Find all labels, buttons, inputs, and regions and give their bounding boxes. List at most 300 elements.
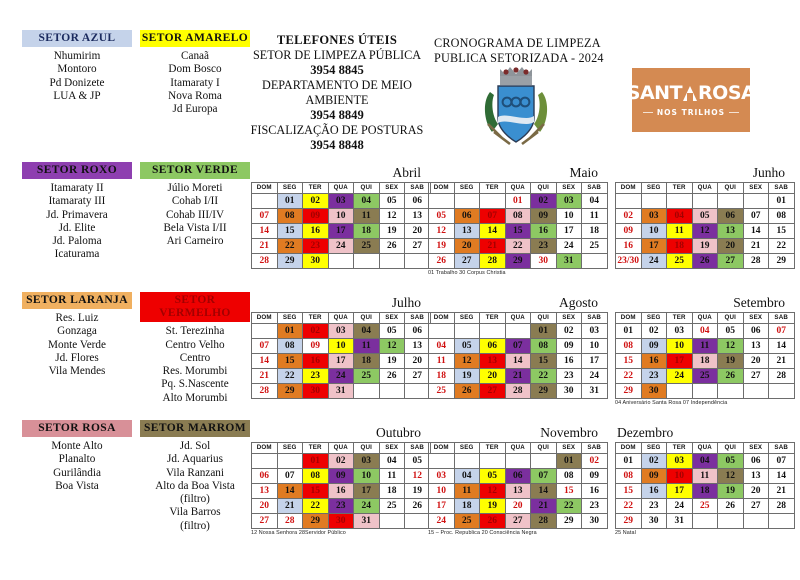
calendar-day-cell[interactable]: 05 xyxy=(379,323,405,338)
calendar-day-cell[interactable]: 23 xyxy=(303,238,329,253)
calendar-day-cell[interactable]: 13 xyxy=(252,483,278,498)
calendar-day-cell[interactable]: 02 xyxy=(556,323,582,338)
calendar-day-cell[interactable]: 01 xyxy=(616,323,642,338)
calendar-day-cell[interactable]: 29 xyxy=(505,253,531,268)
calendar-day-cell[interactable]: 31 xyxy=(582,383,608,398)
calendar-day-cell[interactable]: 20 xyxy=(454,238,480,253)
calendar-day-cell[interactable]: 01 xyxy=(531,323,557,338)
calendar-day-cell[interactable] xyxy=(405,253,431,268)
calendar-day-cell[interactable] xyxy=(328,253,354,268)
calendar-day-cell[interactable]: 04 xyxy=(379,453,405,468)
calendar-day-cell[interactable]: 21 xyxy=(252,368,278,383)
calendar-day-cell[interactable]: 15 xyxy=(277,223,303,238)
calendar-day-cell[interactable]: 02 xyxy=(641,453,667,468)
calendar-day-cell[interactable]: 10 xyxy=(354,468,380,483)
calendar-day-cell[interactable]: 18 xyxy=(354,353,380,368)
calendar-day-cell[interactable]: 03 xyxy=(429,468,455,483)
calendar-day-cell[interactable]: 16 xyxy=(641,353,667,368)
calendar-day-cell[interactable]: 14 xyxy=(531,483,557,498)
calendar-day-cell[interactable]: 13 xyxy=(454,223,480,238)
calendar-day-cell[interactable]: 15 xyxy=(277,353,303,368)
calendar-day-cell[interactable]: 08 xyxy=(769,208,795,223)
calendar-day-cell[interactable]: 05 xyxy=(480,468,506,483)
calendar-day-cell[interactable]: 20 xyxy=(743,483,769,498)
calendar-day-cell[interactable]: 01 xyxy=(769,193,795,208)
calendar-day-cell[interactable]: 17 xyxy=(328,353,354,368)
calendar-day-cell[interactable]: 17 xyxy=(667,353,693,368)
calendar-day-cell[interactable]: 10 xyxy=(667,338,693,353)
calendar-day-cell[interactable]: 24 xyxy=(354,498,380,513)
calendar-day-cell[interactable] xyxy=(505,323,531,338)
calendar-day-cell[interactable] xyxy=(454,193,480,208)
calendar-day-cell[interactable] xyxy=(252,193,278,208)
calendar-day-cell[interactable]: 07 xyxy=(480,208,506,223)
calendar-day-cell[interactable]: 23 xyxy=(641,498,667,513)
calendar-day-cell[interactable]: 28 xyxy=(505,383,531,398)
calendar-day-cell[interactable]: 21 xyxy=(277,498,303,513)
calendar-day-cell[interactable]: 24 xyxy=(667,498,693,513)
calendar-day-cell[interactable]: 03 xyxy=(667,323,693,338)
calendar-day-cell[interactable]: 28 xyxy=(252,383,278,398)
calendar-day-cell[interactable]: 10 xyxy=(556,208,582,223)
calendar-day-cell[interactable]: 28 xyxy=(277,513,303,528)
calendar-day-cell[interactable]: 16 xyxy=(328,483,354,498)
calendar-day-cell[interactable]: 25 xyxy=(692,498,718,513)
calendar-day-cell[interactable]: 13 xyxy=(718,223,744,238)
calendar-day-cell[interactable] xyxy=(354,253,380,268)
calendar-day-cell[interactable]: 26 xyxy=(480,513,506,528)
calendar-day-cell[interactable]: 07 xyxy=(252,338,278,353)
calendar-day-cell[interactable]: 26 xyxy=(379,238,405,253)
calendar-day-cell[interactable]: 03 xyxy=(328,193,354,208)
calendar-day-cell[interactable]: 17 xyxy=(328,223,354,238)
calendar-day-cell[interactable]: 18 xyxy=(454,498,480,513)
calendar-day-cell[interactable]: 19 xyxy=(718,353,744,368)
calendar-day-cell[interactable]: 02 xyxy=(582,453,608,468)
calendar-day-cell[interactable]: 24 xyxy=(667,368,693,383)
calendar-day-cell[interactable]: 02 xyxy=(531,193,557,208)
calendar-day-cell[interactable]: 18 xyxy=(667,238,693,253)
calendar-day-cell[interactable]: 14 xyxy=(743,223,769,238)
calendar-day-cell[interactable] xyxy=(252,323,278,338)
calendar-day-cell[interactable]: 05 xyxy=(429,208,455,223)
calendar-day-cell[interactable]: 30 xyxy=(556,383,582,398)
calendar-day-cell[interactable]: 09 xyxy=(582,468,608,483)
calendar-day-cell[interactable]: 18 xyxy=(692,483,718,498)
calendar-day-cell[interactable]: 09 xyxy=(641,338,667,353)
calendar-day-cell[interactable]: 12 xyxy=(718,468,744,483)
calendar-day-cell[interactable]: 16 xyxy=(303,223,329,238)
calendar-day-cell[interactable]: 07 xyxy=(531,468,557,483)
calendar-day-cell[interactable] xyxy=(667,383,693,398)
calendar-day-cell[interactable]: 14 xyxy=(480,223,506,238)
calendar-day-cell[interactable]: 13 xyxy=(505,483,531,498)
calendar-day-cell[interactable]: 11 xyxy=(667,223,693,238)
calendar-day-cell[interactable]: 30 xyxy=(531,253,557,268)
calendar-day-cell[interactable]: 12 xyxy=(405,468,431,483)
calendar-day-cell[interactable]: 23/30 xyxy=(616,253,642,268)
calendar-day-cell[interactable]: 29 xyxy=(277,253,303,268)
calendar-day-cell[interactable]: 03 xyxy=(582,323,608,338)
calendar-day-cell[interactable] xyxy=(692,383,718,398)
calendar-day-cell[interactable]: 30 xyxy=(303,253,329,268)
calendar-day-cell[interactable]: 02 xyxy=(303,323,329,338)
calendar-day-cell[interactable]: 26 xyxy=(429,253,455,268)
calendar-day-cell[interactable] xyxy=(379,253,405,268)
calendar-day-cell[interactable]: 14 xyxy=(252,223,278,238)
calendar-day-cell[interactable] xyxy=(379,513,405,528)
calendar-day-cell[interactable]: 16 xyxy=(531,223,557,238)
calendar-day-cell[interactable] xyxy=(531,453,557,468)
calendar-day-cell[interactable]: 28 xyxy=(252,253,278,268)
calendar-day-cell[interactable]: 19 xyxy=(405,483,431,498)
calendar-day-cell[interactable]: 28 xyxy=(769,368,795,383)
calendar-day-cell[interactable]: 21 xyxy=(769,483,795,498)
calendar-day-cell[interactable]: 05 xyxy=(718,323,744,338)
calendar-day-cell[interactable]: 23 xyxy=(328,498,354,513)
calendar-day-cell[interactable]: 28 xyxy=(743,253,769,268)
calendar-day-cell[interactable]: 06 xyxy=(480,338,506,353)
calendar-day-cell[interactable]: 26 xyxy=(379,368,405,383)
calendar-day-cell[interactable]: 23 xyxy=(641,368,667,383)
calendar-day-cell[interactable]: 16 xyxy=(303,353,329,368)
calendar-day-cell[interactable]: 25 xyxy=(667,253,693,268)
calendar-day-cell[interactable]: 22 xyxy=(616,498,642,513)
calendar-day-cell[interactable]: 26 xyxy=(405,498,431,513)
calendar-day-cell[interactable]: 26 xyxy=(454,383,480,398)
calendar-day-cell[interactable]: 07 xyxy=(505,338,531,353)
calendar-day-cell[interactable]: 26 xyxy=(692,253,718,268)
calendar-day-cell[interactable]: 21 xyxy=(531,498,557,513)
calendar-day-cell[interactable]: 12 xyxy=(379,208,405,223)
calendar-day-cell[interactable]: 18 xyxy=(354,223,380,238)
calendar-day-cell[interactable]: 14 xyxy=(252,353,278,368)
calendar-day-cell[interactable]: 15 xyxy=(616,353,642,368)
calendar-day-cell[interactable]: 25 xyxy=(354,238,380,253)
calendar-day-cell[interactable]: 19 xyxy=(429,238,455,253)
calendar-day-cell[interactable] xyxy=(480,453,506,468)
calendar-day-cell[interactable]: 27 xyxy=(405,238,431,253)
calendar-day-cell[interactable]: 24 xyxy=(556,238,582,253)
calendar-day-cell[interactable]: 04 xyxy=(692,453,718,468)
calendar-day-cell[interactable]: 09 xyxy=(531,208,557,223)
calendar-day-cell[interactable]: 09 xyxy=(303,338,329,353)
calendar-day-cell[interactable]: 22 xyxy=(556,498,582,513)
calendar-day-cell[interactable] xyxy=(769,383,795,398)
calendar-day-cell[interactable]: 18 xyxy=(692,353,718,368)
calendar-day-cell[interactable]: 05 xyxy=(454,338,480,353)
calendar-day-cell[interactable]: 19 xyxy=(480,498,506,513)
calendar-day-cell[interactable]: 01 xyxy=(277,323,303,338)
calendar-day-cell[interactable]: 22 xyxy=(303,498,329,513)
calendar-day-cell[interactable]: 30 xyxy=(641,383,667,398)
calendar-day-cell[interactable]: 15 xyxy=(303,483,329,498)
calendar-day-cell[interactable]: 24 xyxy=(328,368,354,383)
calendar-day-cell[interactable]: 20 xyxy=(718,238,744,253)
calendar-day-cell[interactable]: 04 xyxy=(667,208,693,223)
calendar-day-cell[interactable]: 04 xyxy=(582,193,608,208)
calendar-day-cell[interactable]: 20 xyxy=(405,223,431,238)
calendar-day-cell[interactable]: 16 xyxy=(616,238,642,253)
calendar-day-cell[interactable]: 03 xyxy=(328,323,354,338)
calendar-day-cell[interactable]: 27 xyxy=(743,368,769,383)
calendar-day-cell[interactable]: 24 xyxy=(429,513,455,528)
calendar-day-cell[interactable]: 17 xyxy=(641,238,667,253)
calendar-day-cell[interactable]: 12 xyxy=(454,353,480,368)
calendar-day-cell[interactable]: 09 xyxy=(556,338,582,353)
calendar-day-cell[interactable]: 10 xyxy=(641,223,667,238)
calendar-day-cell[interactable] xyxy=(743,193,769,208)
calendar-day-cell[interactable]: 16 xyxy=(641,483,667,498)
calendar-day-cell[interactable]: 02 xyxy=(641,323,667,338)
calendar-day-cell[interactable]: 09 xyxy=(328,468,354,483)
calendar-day-cell[interactable]: 09 xyxy=(616,223,642,238)
calendar-day-cell[interactable]: 15 xyxy=(556,483,582,498)
calendar-day-cell[interactable]: 11 xyxy=(692,468,718,483)
calendar-day-cell[interactable]: 13 xyxy=(480,353,506,368)
calendar-day-cell[interactable]: 11 xyxy=(692,338,718,353)
calendar-day-cell[interactable]: 10 xyxy=(429,483,455,498)
calendar-day-cell[interactable]: 07 xyxy=(252,208,278,223)
calendar-day-cell[interactable]: 13 xyxy=(743,468,769,483)
calendar-day-cell[interactable]: 07 xyxy=(769,323,795,338)
calendar-day-cell[interactable]: 17 xyxy=(667,483,693,498)
calendar-day-cell[interactable]: 29 xyxy=(531,383,557,398)
calendar-day-cell[interactable]: 04 xyxy=(429,338,455,353)
calendar-day-cell[interactable]: 25 xyxy=(692,368,718,383)
calendar-day-cell[interactable]: 06 xyxy=(743,453,769,468)
calendar-day-cell[interactable] xyxy=(405,513,431,528)
calendar-day-cell[interactable]: 22 xyxy=(616,368,642,383)
calendar-day-cell[interactable]: 22 xyxy=(277,238,303,253)
calendar-day-cell[interactable] xyxy=(454,323,480,338)
calendar-day-cell[interactable]: 30 xyxy=(303,383,329,398)
calendar-day-cell[interactable]: 20 xyxy=(743,353,769,368)
calendar-day-cell[interactable]: 29 xyxy=(303,513,329,528)
calendar-day-cell[interactable]: 30 xyxy=(328,513,354,528)
calendar-day-cell[interactable]: 17 xyxy=(556,223,582,238)
calendar-day-cell[interactable] xyxy=(641,193,667,208)
calendar-day-cell[interactable]: 31 xyxy=(354,513,380,528)
calendar-day-cell[interactable] xyxy=(480,193,506,208)
calendar-day-cell[interactable] xyxy=(354,383,380,398)
calendar-day-cell[interactable]: 01 xyxy=(556,453,582,468)
calendar-day-cell[interactable]: 23 xyxy=(582,498,608,513)
calendar-day-cell[interactable] xyxy=(692,513,718,528)
calendar-day-cell[interactable]: 19 xyxy=(718,483,744,498)
calendar-day-cell[interactable]: 28 xyxy=(480,253,506,268)
calendar-day-cell[interactable]: 06 xyxy=(743,323,769,338)
calendar-day-cell[interactable]: 21 xyxy=(480,238,506,253)
calendar-day-cell[interactable]: 12 xyxy=(480,483,506,498)
calendar-day-cell[interactable]: 22 xyxy=(769,238,795,253)
calendar-day-cell[interactable]: 16 xyxy=(582,483,608,498)
calendar-day-cell[interactable]: 18 xyxy=(379,483,405,498)
calendar-day-cell[interactable]: 22 xyxy=(505,238,531,253)
calendar-day-cell[interactable]: 29 xyxy=(556,513,582,528)
calendar-day-cell[interactable]: 07 xyxy=(277,468,303,483)
calendar-day-cell[interactable]: 10 xyxy=(582,338,608,353)
calendar-day-cell[interactable] xyxy=(505,453,531,468)
calendar-day-cell[interactable]: 03 xyxy=(556,193,582,208)
calendar-day-cell[interactable]: 20 xyxy=(480,368,506,383)
calendar-day-cell[interactable]: 06 xyxy=(454,208,480,223)
calendar-day-cell[interactable]: 07 xyxy=(743,208,769,223)
calendar-day-cell[interactable]: 21 xyxy=(769,353,795,368)
calendar-day-cell[interactable]: 04 xyxy=(354,323,380,338)
calendar-day-cell[interactable]: 11 xyxy=(379,468,405,483)
calendar-day-cell[interactable]: 01 xyxy=(616,453,642,468)
calendar-day-cell[interactable] xyxy=(379,383,405,398)
calendar-day-cell[interactable]: 15 xyxy=(505,223,531,238)
calendar-day-cell[interactable]: 04 xyxy=(354,193,380,208)
calendar-day-cell[interactable]: 20 xyxy=(505,498,531,513)
calendar-day-cell[interactable]: 13 xyxy=(405,208,431,223)
calendar-day-cell[interactable] xyxy=(454,453,480,468)
calendar-day-cell[interactable] xyxy=(718,193,744,208)
calendar-day-cell[interactable]: 08 xyxy=(556,468,582,483)
calendar-day-cell[interactable]: 17 xyxy=(354,483,380,498)
calendar-day-cell[interactable] xyxy=(718,383,744,398)
calendar-day-cell[interactable]: 05 xyxy=(405,453,431,468)
calendar-day-cell[interactable]: 08 xyxy=(616,468,642,483)
calendar-day-cell[interactable]: 25 xyxy=(454,513,480,528)
calendar-day-cell[interactable]: 11 xyxy=(429,353,455,368)
calendar-day-cell[interactable]: 03 xyxy=(641,208,667,223)
calendar-day-cell[interactable]: 20 xyxy=(252,498,278,513)
calendar-day-cell[interactable]: 01 xyxy=(303,453,329,468)
calendar-day-cell[interactable]: 12 xyxy=(718,338,744,353)
calendar-day-cell[interactable]: 10 xyxy=(328,208,354,223)
calendar-day-cell[interactable]: 14 xyxy=(769,468,795,483)
calendar-day-cell[interactable]: 27 xyxy=(743,498,769,513)
calendar-day-cell[interactable]: 08 xyxy=(277,208,303,223)
calendar-day-cell[interactable]: 06 xyxy=(718,208,744,223)
calendar-day-cell[interactable]: 28 xyxy=(769,498,795,513)
calendar-day-cell[interactable]: 14 xyxy=(277,483,303,498)
calendar-day-cell[interactable]: 06 xyxy=(505,468,531,483)
calendar-day-cell[interactable]: 26 xyxy=(718,498,744,513)
calendar-day-cell[interactable]: 14 xyxy=(769,338,795,353)
calendar-day-cell[interactable]: 27 xyxy=(718,253,744,268)
calendar-day-cell[interactable]: 19 xyxy=(379,223,405,238)
calendar-day-cell[interactable]: 13 xyxy=(405,338,431,353)
calendar-day-cell[interactable] xyxy=(429,323,455,338)
calendar-day-cell[interactable] xyxy=(692,193,718,208)
calendar-day-cell[interactable]: 05 xyxy=(718,453,744,468)
calendar-day-cell[interactable]: 18 xyxy=(582,223,608,238)
calendar-day-cell[interactable]: 31 xyxy=(556,253,582,268)
calendar-day-cell[interactable]: 21 xyxy=(252,238,278,253)
calendar-day-cell[interactable]: 27 xyxy=(454,253,480,268)
calendar-day-cell[interactable] xyxy=(252,453,278,468)
calendar-day-cell[interactable]: 20 xyxy=(405,353,431,368)
calendar-day-cell[interactable] xyxy=(743,513,769,528)
calendar-day-cell[interactable]: 23 xyxy=(556,368,582,383)
calendar-day-cell[interactable]: 10 xyxy=(328,338,354,353)
calendar-day-cell[interactable]: 29 xyxy=(616,513,642,528)
calendar-day-cell[interactable]: 24 xyxy=(641,253,667,268)
calendar-day-cell[interactable]: 07 xyxy=(769,453,795,468)
calendar-day-cell[interactable]: 30 xyxy=(582,513,608,528)
calendar-day-cell[interactable]: 24 xyxy=(582,368,608,383)
calendar-day-cell[interactable]: 11 xyxy=(454,483,480,498)
calendar-day-cell[interactable] xyxy=(769,513,795,528)
calendar-day-cell[interactable] xyxy=(429,453,455,468)
calendar-day-cell[interactable]: 12 xyxy=(692,223,718,238)
calendar-day-cell[interactable]: 17 xyxy=(582,353,608,368)
calendar-day-cell[interactable] xyxy=(429,193,455,208)
calendar-day-cell[interactable] xyxy=(277,453,303,468)
calendar-day-cell[interactable]: 12 xyxy=(379,338,405,353)
calendar-day-cell[interactable]: 27 xyxy=(405,368,431,383)
calendar-day-cell[interactable]: 05 xyxy=(692,208,718,223)
calendar-day-cell[interactable]: 11 xyxy=(354,338,380,353)
calendar-day-cell[interactable]: 27 xyxy=(252,513,278,528)
calendar-day-cell[interactable]: 31 xyxy=(328,383,354,398)
calendar-day-cell[interactable]: 09 xyxy=(303,208,329,223)
calendar-day-cell[interactable] xyxy=(480,323,506,338)
calendar-day-cell[interactable]: 27 xyxy=(505,513,531,528)
calendar-day-cell[interactable]: 30 xyxy=(641,513,667,528)
calendar-day-cell[interactable]: 02 xyxy=(328,453,354,468)
calendar-day-cell[interactable]: 11 xyxy=(582,208,608,223)
calendar-day-cell[interactable]: 19 xyxy=(454,368,480,383)
calendar-day-cell[interactable]: 04 xyxy=(692,323,718,338)
calendar-day-cell[interactable]: 16 xyxy=(556,353,582,368)
calendar-day-cell[interactable]: 18 xyxy=(429,368,455,383)
calendar-day-cell[interactable]: 17 xyxy=(429,498,455,513)
calendar-day-cell[interactable]: 08 xyxy=(277,338,303,353)
calendar-day-cell[interactable]: 15 xyxy=(531,353,557,368)
calendar-day-cell[interactable]: 31 xyxy=(667,513,693,528)
calendar-day-cell[interactable]: 01 xyxy=(505,193,531,208)
calendar-day-cell[interactable] xyxy=(743,383,769,398)
calendar-day-cell[interactable]: 24 xyxy=(328,238,354,253)
calendar-day-cell[interactable]: 05 xyxy=(379,193,405,208)
calendar-day-cell[interactable]: 08 xyxy=(616,338,642,353)
calendar-day-cell[interactable]: 08 xyxy=(505,208,531,223)
calendar-day-cell[interactable] xyxy=(582,253,608,268)
calendar-day-cell[interactable]: 19 xyxy=(379,353,405,368)
calendar-day-cell[interactable]: 06 xyxy=(405,323,431,338)
calendar-day-cell[interactable]: 29 xyxy=(277,383,303,398)
calendar-day-cell[interactable]: 22 xyxy=(277,368,303,383)
calendar-day-cell[interactable] xyxy=(616,193,642,208)
calendar-day-cell[interactable]: 25 xyxy=(582,238,608,253)
calendar-day-cell[interactable]: 29 xyxy=(616,383,642,398)
calendar-day-cell[interactable]: 19 xyxy=(692,238,718,253)
calendar-day-cell[interactable]: 13 xyxy=(743,338,769,353)
calendar-day-cell[interactable]: 06 xyxy=(252,468,278,483)
calendar-day-cell[interactable]: 02 xyxy=(303,193,329,208)
calendar-day-cell[interactable]: 10 xyxy=(667,468,693,483)
calendar-day-cell[interactable]: 14 xyxy=(505,353,531,368)
calendar-day-cell[interactable] xyxy=(405,383,431,398)
calendar-day-cell[interactable]: 08 xyxy=(303,468,329,483)
calendar-day-cell[interactable]: 11 xyxy=(354,208,380,223)
calendar-day-cell[interactable]: 04 xyxy=(454,468,480,483)
calendar-day-cell[interactable]: 21 xyxy=(743,238,769,253)
calendar-day-cell[interactable]: 27 xyxy=(480,383,506,398)
calendar-day-cell[interactable]: 12 xyxy=(429,223,455,238)
calendar-day-cell[interactable]: 29 xyxy=(769,253,795,268)
calendar-day-cell[interactable]: 08 xyxy=(531,338,557,353)
calendar-day-cell[interactable]: 25 xyxy=(429,383,455,398)
calendar-day-cell[interactable]: 06 xyxy=(405,193,431,208)
calendar-day-cell[interactable]: 15 xyxy=(616,483,642,498)
calendar-day-cell[interactable]: 21 xyxy=(505,368,531,383)
